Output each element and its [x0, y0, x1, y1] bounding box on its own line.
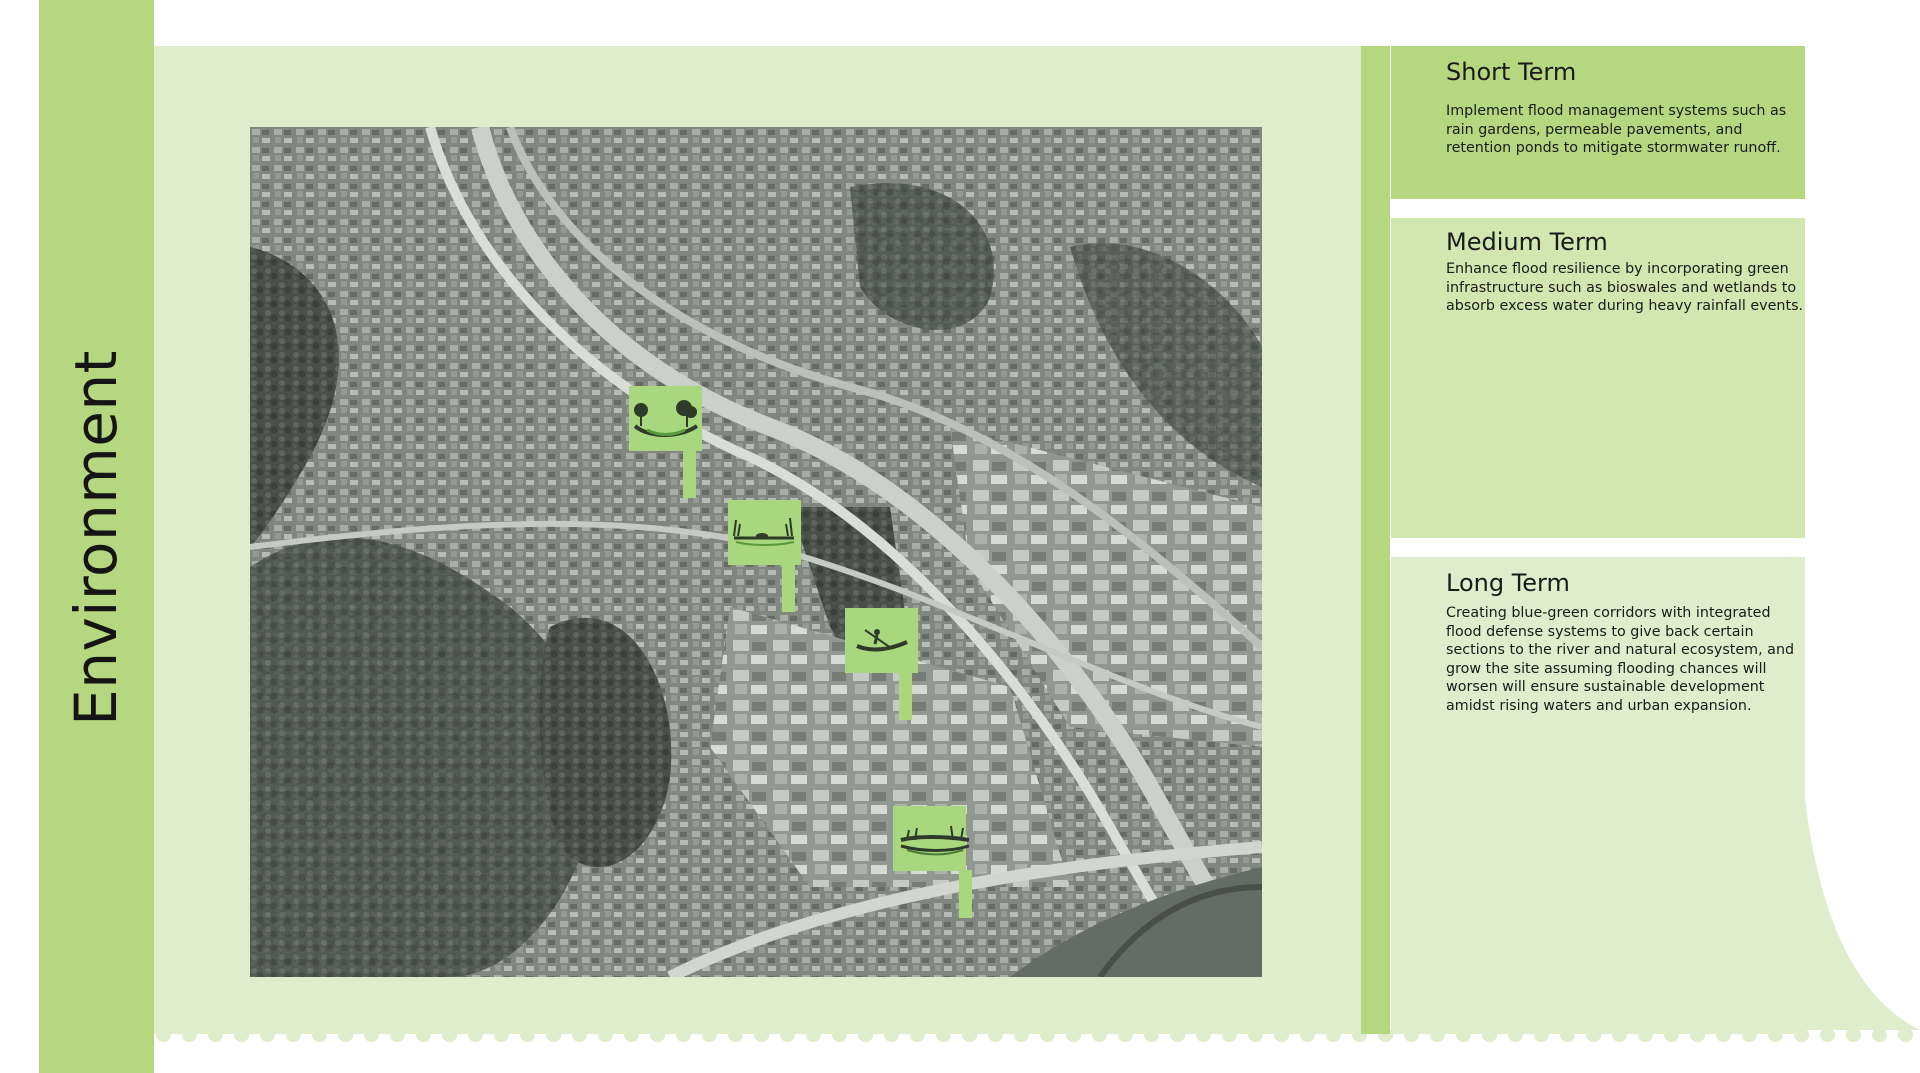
edge-dot: [806, 1028, 821, 1042]
edge-dot: [390, 1028, 405, 1042]
short-term-heading: Short Term: [1446, 58, 1577, 86]
edge-dot: [312, 1028, 327, 1042]
edge-dot: [416, 1028, 431, 1042]
edge-dot: [1014, 1028, 1029, 1042]
edge-dot: [546, 1028, 561, 1042]
edge-dot: [1248, 1028, 1263, 1042]
edge-dot: [702, 1028, 717, 1042]
edge-dot: [1170, 1028, 1185, 1042]
edge-dot: [1144, 1028, 1159, 1042]
edge-dot: [988, 1028, 1003, 1042]
edge-dot: [520, 1028, 535, 1042]
edge-dot: [650, 1028, 665, 1042]
edge-dot: [728, 1028, 743, 1042]
short-term-panel: [1391, 46, 1805, 199]
medium-term-heading: Medium Term: [1446, 228, 1608, 256]
marker-wetland[interactable]: [728, 500, 801, 565]
edge-dot: [1040, 1028, 1055, 1042]
edge-dot: [754, 1028, 769, 1042]
marker-kayak[interactable]: [845, 608, 918, 673]
edge-dot: [572, 1028, 587, 1042]
edge-dot: [1300, 1028, 1315, 1042]
edge-dot: [1118, 1028, 1133, 1042]
wetland-icon: [728, 500, 801, 565]
medium-term-text: Enhance flood resilience by incorporating green infrastructure such as bioswales and wetlands to absorb excess water during heavy rainfall events.: [1446, 261, 1804, 314]
edge-dot: [884, 1028, 899, 1042]
edge-dot: [936, 1028, 951, 1042]
edge-dot: [1196, 1028, 1211, 1042]
medium-term-panel: [1391, 218, 1805, 538]
marker-riverbank[interactable]: [893, 806, 966, 871]
edge-dot: [442, 1028, 457, 1042]
trees-swale-icon: [629, 386, 702, 451]
edge-dot: [780, 1028, 795, 1042]
edge-dot: [338, 1028, 353, 1042]
long-term-heading: Long Term: [1446, 569, 1570, 597]
long-term-panel: [1391, 557, 1805, 1034]
long-term-text: Creating blue-green corridors with integrated flood defense systems to give back certain sections to the river and natural ecosystem, and grow the site assuming flooding chances will worsen will ensure sustainable development amidst rising waters and urban expansion.: [1446, 605, 1795, 714]
edge-dot: [182, 1028, 197, 1042]
edge-dot: [910, 1028, 925, 1042]
edge-dot: [364, 1028, 379, 1042]
kayak-icon: [845, 608, 918, 673]
edge-dot: [260, 1028, 275, 1042]
edge-dot: [1092, 1028, 1107, 1042]
edge-dot: [676, 1028, 691, 1042]
short-term-text: Implement flood management systems such as rain gardens, permeable pavements, and retention ponds to mitigate stormwater runoff.: [1446, 103, 1787, 156]
edge-dot: [624, 1028, 639, 1042]
marker-trees-swale[interactable]: [629, 386, 702, 451]
edge-dot: [962, 1028, 977, 1042]
edge-dot: [1326, 1028, 1341, 1042]
edge-dot: [494, 1028, 509, 1042]
section-title: Environment: [62, 350, 130, 726]
edge-dot: [598, 1028, 613, 1042]
curved-edge-decoration: [1800, 40, 1920, 1040]
riverbank-icon: [893, 806, 977, 876]
edge-dot: [208, 1028, 223, 1042]
edge-dot: [156, 1028, 171, 1042]
edge-dot: [1222, 1028, 1237, 1042]
edge-dot: [832, 1028, 847, 1042]
edge-dot: [286, 1028, 301, 1042]
edge-dot: [858, 1028, 873, 1042]
edge-dot: [234, 1028, 249, 1042]
edge-dot: [1274, 1028, 1289, 1042]
divider-bar: [1361, 46, 1390, 1034]
edge-dot: [1066, 1028, 1081, 1042]
edge-dot: [468, 1028, 483, 1042]
